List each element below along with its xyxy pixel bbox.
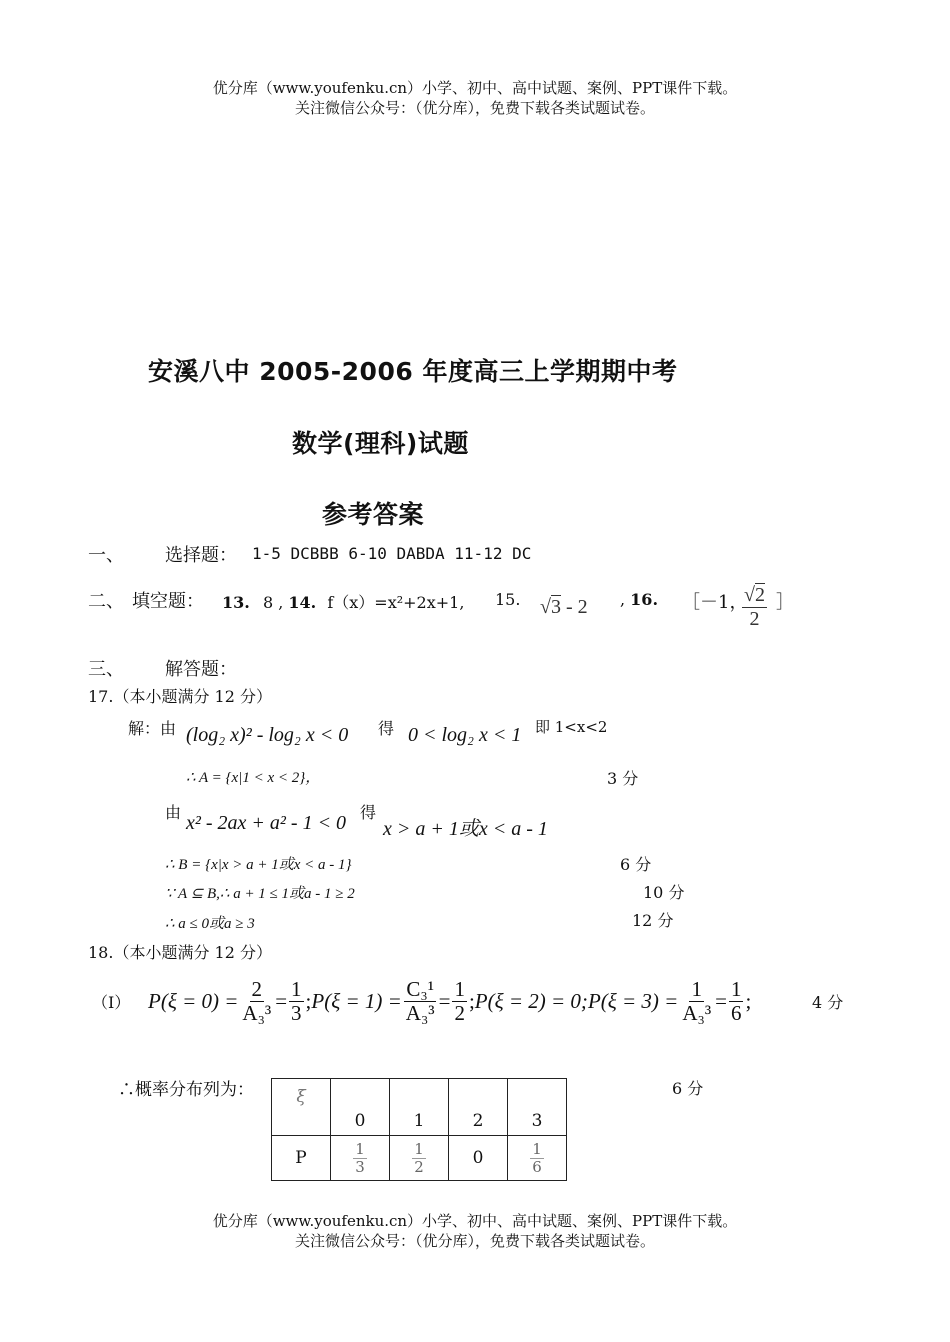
p1-table-num: 1 [414,1140,424,1158]
section3-number: 三、 [88,659,124,680]
q17-you: 由 [165,803,182,822]
equals-sign: = [275,989,288,1014]
table-cell-p0 [331,1136,390,1181]
p3-table-den: 6 [532,1157,542,1176]
watermark-top-line1: 优分库（www.youfenku.cn）小学、初中、高中试题、案例、PPT课件下载。 [212,79,738,97]
q18-distribution-label: ∴概率分布列为： [118,1080,254,1100]
table-cell-p-label: P [272,1136,331,1181]
q18-probabilities [148,978,751,1025]
title-line2: 数学(理科)试题 [292,429,469,458]
p3-fraction [680,978,713,1025]
p1-lhs: P(ξ = 1) = [311,989,402,1014]
p3-fraction-simplified [729,978,744,1025]
table-cell-p1 [390,1136,449,1181]
section1-label: 选择题： [165,545,237,566]
q13-comma: , [278,593,284,612]
q16-number-wrap [620,590,658,609]
section3-label: 解答题： [165,659,237,680]
q17-inequality-2: 0 < log₂ x < 1 [408,724,522,746]
probability-distribution-table [271,1078,567,1181]
p3-num2: 1 [730,977,742,1001]
p3-table-fraction [530,1141,544,1175]
table-header-row [272,1079,567,1136]
q15-number: 15. [495,590,521,609]
p0-lhs: P(ξ = 0) = [148,989,239,1014]
q17-set-b: ∴ B = {x|x > a + 1或x < a - 1} [165,857,352,873]
q16-numerator [742,584,767,608]
p1-num: C₃¹ [406,977,434,1001]
p3-lhs: P(ξ = 3) = [587,989,679,1014]
watermark-top-line2: 关注微信公众号：（优分库），免费下载各类试题试卷。 [294,99,655,117]
title-line3: 参考答案 [322,500,425,529]
p1-den: A₃³ [405,1001,435,1026]
watermark-bottom-line2: 关注微信公众号：（优分库），免费下载各类试题试卷。 [294,1232,655,1250]
table-cell-header-3: 3 [508,1079,567,1136]
p1-table-fraction [412,1141,426,1175]
q18-score-4: 4 分 [812,993,844,1012]
semicolon: ; [305,989,312,1014]
table-cell-header-0: 0 [331,1079,390,1136]
p0-table-num: 1 [355,1140,365,1158]
p3-num: 1 [691,977,702,1001]
p0-table-den: 3 [355,1157,365,1176]
equals-sign: = [715,989,727,1014]
q14-number: 14. [288,593,317,612]
q17-condition: ∵ A ⊆ B,∴ a + 1 ≤ 1或a - 1 ≥ 2 [165,886,355,902]
semicolon: ; [468,989,475,1014]
q17-header: 17.（本小题满分 12 分） [88,687,272,706]
q16-number: 16. [630,590,659,609]
q15-answer [540,596,588,619]
sqrt-symbol: √ [540,596,551,618]
sqrt-symbol: √ [744,584,755,606]
p2-expression: P(ξ = 2) = 0; [474,989,588,1014]
q14-answer: f（x）=x²+2x+1, [327,593,465,612]
q16-close: ］ [776,592,794,613]
q17-inequality-4: x > a + 1或x < a - 1 [383,818,548,840]
section2-label: 填空题： [132,591,204,612]
p0-fraction-simplified [289,978,304,1025]
title-line1: 安溪八中 2005-2006 年度高三上学期期中考 [148,357,678,386]
q17-final: ∴ a ≤ 0或a ≥ 3 [165,916,255,932]
q17-score-10: 10 分 [643,883,685,902]
p0-table-fraction [353,1141,367,1175]
q18-part1-label: （Ⅰ） [92,993,131,1012]
q17-score-3: 3 分 [607,769,639,788]
equals-sign: = [438,989,451,1014]
q17-result-1: 即 1<x<2 [535,718,608,736]
watermark-bottom-line1: 优分库（www.youfenku.cn）小学、初中、高中试题、案例、PPT课件下载。 [212,1212,738,1230]
p0-den2: 3 [291,1001,302,1026]
table-cell-xi: ξ [272,1079,331,1136]
p0-den: A₃³ [242,1001,272,1026]
fill-answers-13-14 [222,590,464,613]
q16-fraction [742,584,767,631]
p1-den2: 2 [454,1001,465,1026]
semicolon: ; [745,989,752,1014]
section2-number: 二、 [88,591,124,612]
q17-score-12: 12 分 [632,911,674,930]
q17-set-a: ∴ A = {x|1 < x < 2}， [186,770,321,786]
p3-table-num: 1 [532,1140,542,1158]
q16-open: ［－1， [682,592,748,613]
q16-comma: , [620,590,631,609]
q17-solution-prefix: 解：由 [128,719,177,738]
p0-fraction [240,978,273,1025]
q17-inequality-3: x² - 2ax + a² - 1 < 0 [186,812,347,834]
table-cell-p3 [508,1136,567,1181]
q15-radicand: 3 [550,596,561,618]
p3-den2: 6 [730,1001,742,1026]
q18-header: 18.（本小题满分 12 分） [88,943,272,962]
q13-number: 13. [222,593,250,612]
section1-number: 一、 [88,545,124,566]
table-cell-p2: 0 [449,1136,508,1181]
table-cell-header-2: 2 [449,1079,508,1136]
p1-fraction [404,978,437,1025]
q17-score-6: 6 分 [620,855,652,874]
section1-answers: 1-5 DCBBB 6-10 DABDA 11-12 DC [252,544,532,563]
q18-score-6: 6 分 [672,1079,704,1098]
table-row-p [272,1136,567,1181]
q17-inequality-1: (log₂ x)² - log₂ x < 0 [186,724,349,746]
p1-num2: 1 [454,977,465,1001]
p1-table-den: 2 [414,1157,424,1176]
q17-de-1: 得 [378,719,395,738]
p0-num2: 1 [291,977,302,1001]
p0-num: 2 [251,977,263,1001]
q13-answer: 8 [262,593,274,612]
p3-den: A₃³ [682,1001,712,1026]
q16-denominator: 2 [749,608,760,630]
table-cell-header-1: 1 [390,1079,449,1136]
q17-de-2: 得 [360,803,377,822]
q15-rest: - 2 [560,596,588,618]
p1-fraction-simplified [452,978,467,1025]
q16-numerator-root: 2 [754,584,765,606]
